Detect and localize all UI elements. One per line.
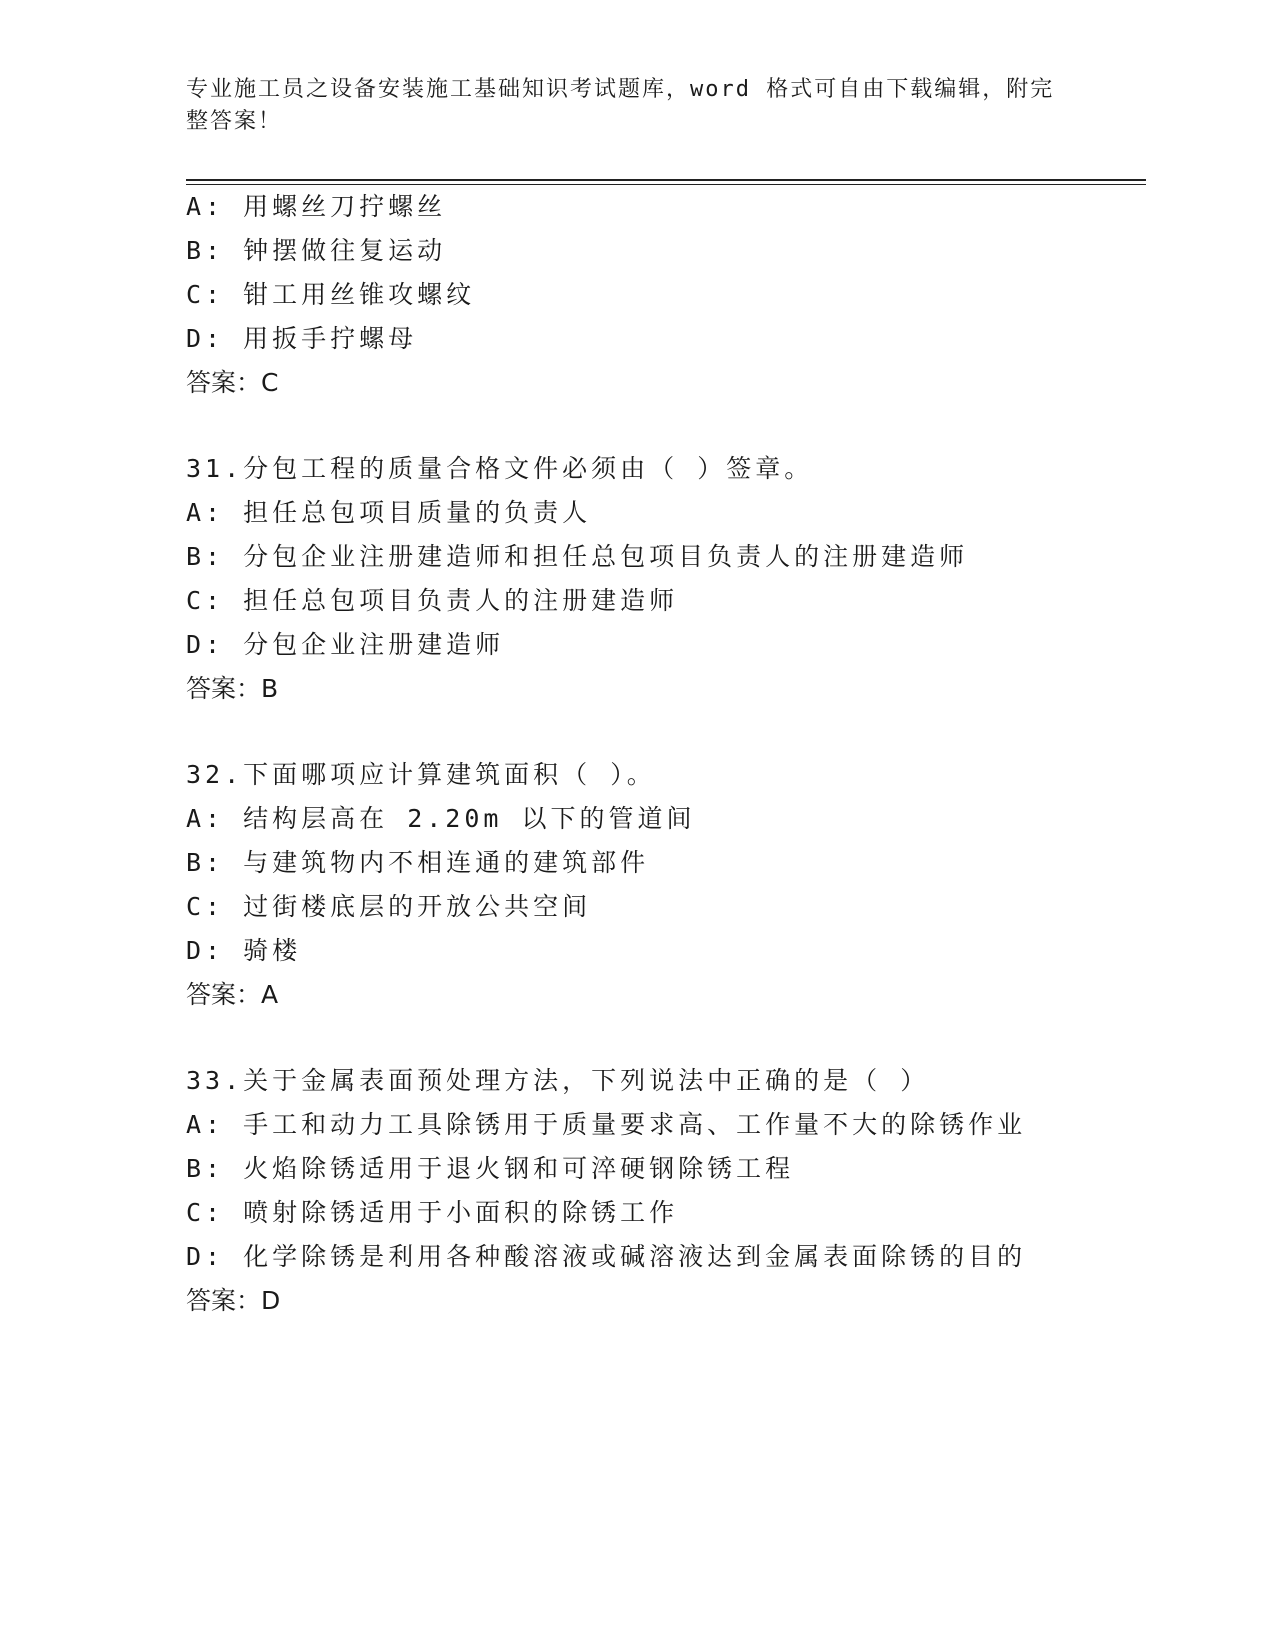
option-c: C: 过街楼底层的开放公共空间 — [186, 892, 592, 921]
answer: 答案：A — [186, 980, 279, 1009]
option-d: D: 用扳手拧螺母 — [186, 324, 418, 353]
option-c: C: 喷射除锈适用于小面积的除锈工作 — [186, 1198, 679, 1227]
option-d: D: 化学除锈是利用各种酸溶液或碱溶液达到金属表面除锈的目的 — [186, 1242, 1027, 1271]
question-stem: 33.关于金属表面预处理方法，下列说法中正确的是（ ） — [186, 1066, 930, 1095]
question-stem: 31.分包工程的质量合格文件必须由（ ）签章。 — [186, 454, 814, 483]
option-d: D: 骑楼 — [186, 936, 302, 965]
header-rule-thin — [186, 184, 1146, 185]
option-b: B: 分包企业注册建造师和担任总包项目负责人的注册建造师 — [186, 542, 969, 571]
option-b: B: 钟摆做往复运动 — [186, 236, 447, 265]
question-stem: 32.下面哪项应计算建筑面积（ ）。 — [186, 760, 656, 789]
option-c: C: 担任总包项目负责人的注册建造师 — [186, 586, 679, 615]
header-rule-thick — [186, 179, 1146, 181]
answer: 答案：B — [186, 674, 279, 703]
answer: 答案：C — [186, 368, 279, 397]
header-note: 专业施工员之设备安装施工基础知识考试题库，word 格式可自由下载编辑，附完 整答案！ — [186, 77, 1055, 134]
answer: 答案：D — [186, 1286, 281, 1315]
option-b: B: 火焰除锈适用于退火钢和可淬硬钢除锈工程 — [186, 1154, 795, 1183]
option-a: A: 结构层高在 2.20m 以下的管道间 — [186, 804, 696, 833]
option-a: A: 担任总包项目质量的负责人 — [186, 498, 592, 527]
option-b: B: 与建筑物内不相连通的建筑部件 — [186, 848, 650, 877]
option-a: A: 手工和动力工具除锈用于质量要求高、工作量不大的除锈作业 — [186, 1110, 1027, 1139]
option-c: C: 钳工用丝锥攻螺纹 — [186, 280, 476, 309]
option-a: A: 用螺丝刀拧螺丝 — [186, 192, 447, 221]
option-d: D: 分包企业注册建造师 — [186, 630, 505, 659]
